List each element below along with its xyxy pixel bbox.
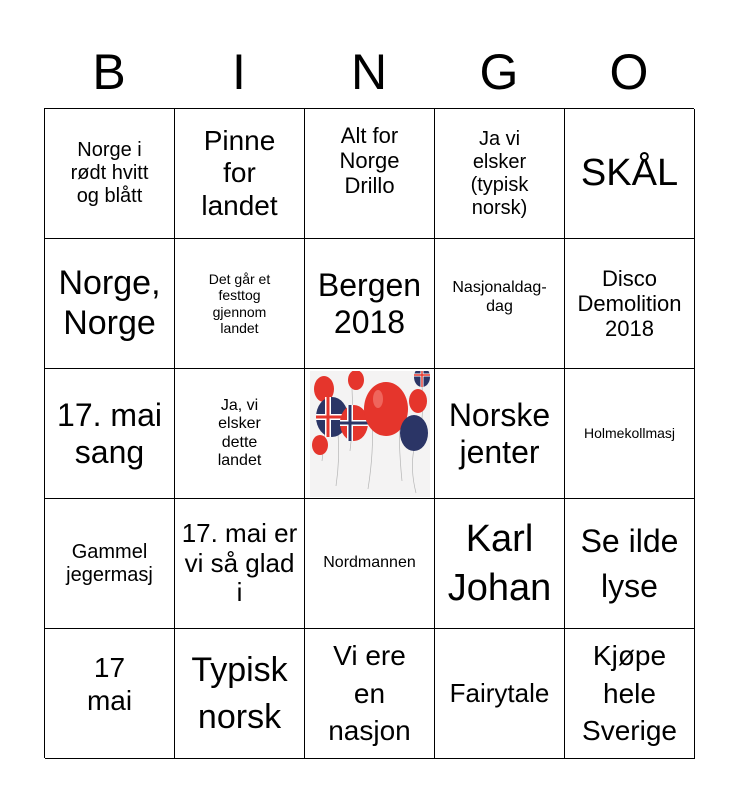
bingo-header: [44, 38, 694, 106]
bingo-cell[interactable]: [565, 109, 695, 239]
cell-text: Nasjonaldag-dag: [452, 279, 547, 315]
cell-text: Disco Demolition 2018: [577, 265, 682, 342]
bingo-cell[interactable]: [435, 629, 565, 759]
cell-text: Norge i rødt hvitt og blått: [70, 139, 149, 207]
cell-text: Det går et festtog gjennom landet: [208, 271, 271, 336]
header-letter-n: N: [350, 44, 388, 100]
cell-text: 17. mai er vi så glad i: [181, 517, 298, 608]
bingo-cell[interactable]: [565, 239, 695, 369]
cell-text: Gammel jegermasj: [66, 540, 153, 586]
cell-text: Typisk norsk: [191, 650, 288, 736]
cell-text: Ja vi elsker (typisk norsk): [470, 127, 529, 219]
cell-text: Se ilde lyse: [580, 522, 679, 604]
cell-text: 17. mai sang: [57, 396, 162, 470]
bingo-cell[interactable]: [305, 629, 435, 759]
free-space-cell[interactable]: [305, 369, 435, 499]
bingo-cell[interactable]: [435, 239, 565, 369]
cell-text: Ja, vi elsker dette landet: [217, 396, 262, 469]
header-letter-b: B: [92, 44, 126, 100]
bingo-cell[interactable]: [175, 369, 305, 499]
bingo-cell[interactable]: [565, 369, 695, 499]
cell-text: Pinne for landet: [201, 125, 278, 221]
balloons-image: [310, 371, 430, 497]
header-letter-o: O: [609, 44, 649, 100]
cell-text: Bergen 2018: [317, 266, 422, 340]
bingo-cell[interactable]: [435, 499, 565, 629]
header-letter-g: G: [479, 44, 519, 100]
cell-text: Alt for Norge Drillo: [339, 122, 400, 199]
cell-text: Kjøpe hele Sverige: [582, 640, 677, 747]
cell-text: Norge, Norge: [58, 264, 161, 342]
bingo-cell[interactable]: [45, 629, 175, 759]
cell-text: SKÅL: [580, 151, 679, 194]
bingo-cell[interactable]: [45, 369, 175, 499]
bingo-cell[interactable]: [45, 109, 175, 239]
cell-text: Karl Johan: [447, 517, 552, 609]
bingo-cell[interactable]: [305, 239, 435, 369]
cell-text: Norske jenter: [448, 396, 551, 470]
bingo-cell[interactable]: [565, 629, 695, 759]
cell-text: 17 mai: [86, 652, 133, 716]
bingo-cell[interactable]: [45, 499, 175, 629]
header-letter-i: I: [232, 44, 246, 100]
cell-text: Vi ere en nasjon: [328, 640, 411, 747]
cell-text: Fairytale: [449, 677, 550, 708]
bingo-cell[interactable]: [305, 109, 435, 239]
bingo-cell[interactable]: [435, 109, 565, 239]
bingo-cell[interactable]: [175, 629, 305, 759]
bingo-cell[interactable]: [305, 499, 435, 629]
bingo-cell[interactable]: [565, 499, 695, 629]
bingo-cell[interactable]: [175, 109, 305, 239]
cell-text: Holmekollmasj: [583, 425, 676, 442]
bingo-cell[interactable]: [175, 499, 305, 629]
bingo-grid: [44, 108, 694, 758]
bingo-cell[interactable]: [435, 369, 565, 499]
bingo-cell[interactable]: [45, 239, 175, 369]
bingo-cell[interactable]: [175, 239, 305, 369]
cell-text: Nordmannen: [323, 554, 416, 572]
